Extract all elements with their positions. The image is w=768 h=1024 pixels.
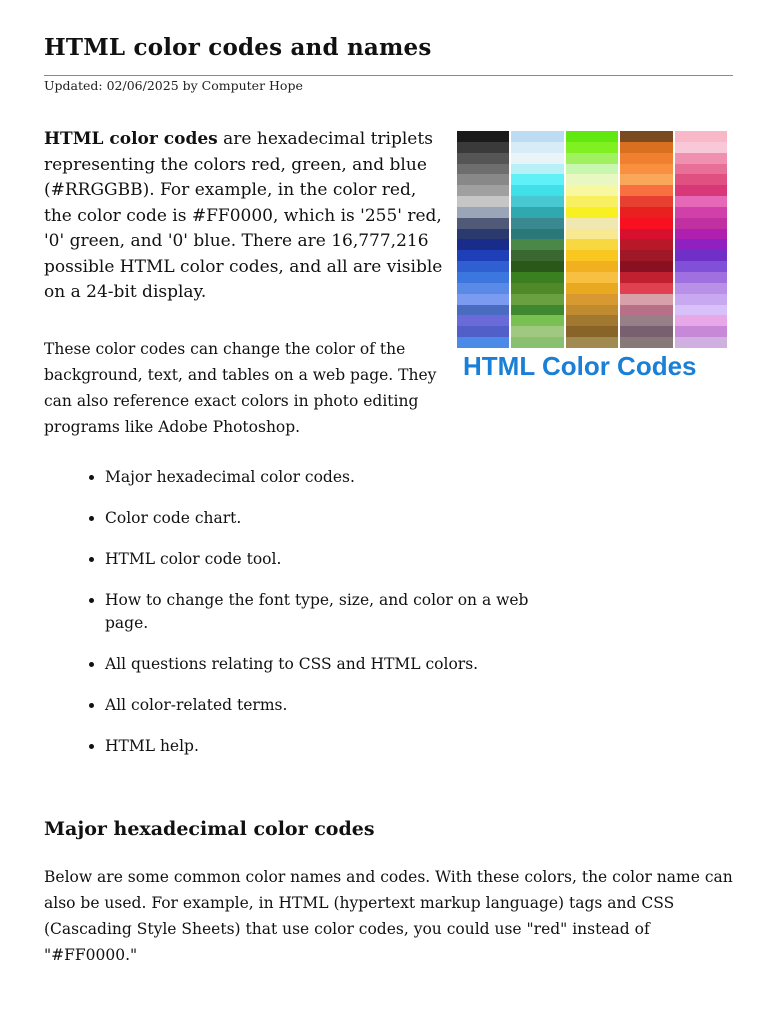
related-link[interactable]: • All color-related terms. bbox=[105, 694, 545, 717]
color-swatch bbox=[511, 305, 563, 316]
color-swatch bbox=[511, 153, 563, 164]
swatch-column bbox=[620, 131, 672, 348]
color-swatch bbox=[566, 272, 618, 283]
color-swatch bbox=[620, 229, 672, 240]
color-swatch bbox=[511, 196, 563, 207]
color-swatch bbox=[566, 229, 618, 240]
color-swatch bbox=[620, 142, 672, 153]
color-swatch bbox=[511, 174, 563, 185]
color-swatch bbox=[675, 185, 727, 196]
color-swatch bbox=[566, 294, 618, 305]
color-swatch bbox=[675, 261, 727, 272]
color-swatch bbox=[675, 142, 727, 153]
color-swatch bbox=[566, 185, 618, 196]
color-swatch bbox=[620, 272, 672, 283]
color-swatch bbox=[457, 229, 509, 240]
color-swatch bbox=[675, 294, 727, 305]
color-swatch bbox=[566, 207, 618, 218]
color-swatch bbox=[675, 283, 727, 294]
color-swatch bbox=[620, 131, 672, 142]
swatch-column bbox=[457, 131, 509, 348]
intro-text: are hexadecimal triplets representing the colors red, green, and blue (#RRGGBB). For example, in the color red, the color code is #FF0000, which is '255' red, '0' green, and '0' blue. There are 16,777,216 possible HTML color codes, and all are visible on a 24-bit display. bbox=[44, 129, 443, 302]
color-swatch bbox=[457, 218, 509, 229]
color-swatch bbox=[620, 218, 672, 229]
color-swatch bbox=[511, 272, 563, 283]
color-swatch bbox=[675, 315, 727, 326]
related-link[interactable]: • Color code chart. bbox=[105, 507, 545, 530]
color-swatch bbox=[620, 164, 672, 175]
page-title: HTML color codes and names bbox=[44, 34, 432, 61]
related-link[interactable]: • How to change the font type, size, and color on a web page. bbox=[105, 589, 545, 635]
color-swatch bbox=[511, 207, 563, 218]
color-swatch bbox=[675, 218, 727, 229]
color-swatch bbox=[511, 229, 563, 240]
color-swatch bbox=[457, 250, 509, 261]
color-swatch bbox=[457, 305, 509, 316]
color-swatch bbox=[457, 337, 509, 348]
color-swatch bbox=[511, 283, 563, 294]
swatch-column bbox=[675, 131, 727, 348]
related-link[interactable]: • HTML help. bbox=[105, 735, 545, 758]
color-swatch bbox=[620, 315, 672, 326]
color-swatch bbox=[457, 315, 509, 326]
color-swatch bbox=[675, 239, 727, 250]
color-swatch bbox=[566, 250, 618, 261]
color-swatch bbox=[457, 207, 509, 218]
usage-paragraph: These color codes can change the color of the background, text, and tables on a web page. They can also reference exact colors in photo editing programs like Adobe Photoshop. bbox=[44, 340, 437, 436]
intro-paragraph bbox=[44, 127, 444, 306]
color-swatch bbox=[566, 174, 618, 185]
color-swatch bbox=[566, 283, 618, 294]
color-swatch bbox=[620, 174, 672, 185]
color-swatch bbox=[566, 261, 618, 272]
color-swatch bbox=[457, 261, 509, 272]
color-swatch bbox=[566, 142, 618, 153]
color-swatch bbox=[566, 153, 618, 164]
color-swatch bbox=[457, 294, 509, 305]
color-swatch bbox=[511, 294, 563, 305]
color-swatch bbox=[675, 174, 727, 185]
color-swatch bbox=[566, 218, 618, 229]
color-swatch bbox=[620, 185, 672, 196]
swatch-column bbox=[511, 131, 563, 348]
intro-term: HTML color codes bbox=[44, 129, 218, 149]
swatch-column bbox=[566, 131, 618, 348]
related-links-list bbox=[44, 466, 545, 776]
color-swatch bbox=[457, 153, 509, 164]
section-paragraph: Below are some common color names and codes. With these colors, the color name can also be used. For example, in HTML (hypertext markup language) tags and CSS (Cascading Style Sheets) that use color codes, you could use "red" instead of "#FF0000." bbox=[44, 868, 733, 964]
color-swatch bbox=[566, 326, 618, 337]
color-swatch bbox=[457, 164, 509, 175]
color-swatch bbox=[566, 196, 618, 207]
color-swatch bbox=[566, 305, 618, 316]
color-swatch bbox=[457, 142, 509, 153]
color-swatch bbox=[457, 239, 509, 250]
color-swatch bbox=[675, 153, 727, 164]
color-swatch bbox=[620, 294, 672, 305]
color-swatch bbox=[675, 207, 727, 218]
color-swatch bbox=[511, 261, 563, 272]
color-swatch bbox=[511, 326, 563, 337]
color-swatch bbox=[566, 315, 618, 326]
color-swatch bbox=[511, 131, 563, 142]
color-swatch bbox=[620, 305, 672, 316]
color-swatch bbox=[566, 164, 618, 175]
section-heading: Major hexadecimal color codes bbox=[44, 818, 375, 840]
color-swatch bbox=[620, 207, 672, 218]
color-swatch bbox=[620, 283, 672, 294]
color-swatch bbox=[457, 272, 509, 283]
related-link[interactable]: • Major hexadecimal color codes. bbox=[105, 466, 545, 489]
color-swatch bbox=[675, 337, 727, 348]
color-swatch bbox=[566, 131, 618, 142]
color-swatch bbox=[620, 196, 672, 207]
color-swatch bbox=[457, 174, 509, 185]
color-swatch bbox=[675, 305, 727, 316]
color-swatch bbox=[511, 315, 563, 326]
color-swatch bbox=[675, 272, 727, 283]
color-swatch bbox=[675, 250, 727, 261]
color-swatch bbox=[511, 142, 563, 153]
color-swatch bbox=[675, 164, 727, 175]
related-link[interactable]: • All questions relating to CSS and HTML colors. bbox=[105, 653, 545, 676]
color-swatch bbox=[566, 337, 618, 348]
color-codes-image bbox=[457, 131, 727, 391]
image-caption: HTML Color Codes bbox=[463, 351, 697, 381]
color-swatch bbox=[511, 218, 563, 229]
color-swatch bbox=[620, 261, 672, 272]
color-swatch-grid bbox=[457, 131, 727, 348]
color-swatch bbox=[457, 196, 509, 207]
color-swatch bbox=[511, 337, 563, 348]
color-swatch bbox=[620, 239, 672, 250]
color-swatch bbox=[620, 250, 672, 261]
related-link[interactable]: • HTML color code tool. bbox=[105, 548, 545, 571]
color-swatch bbox=[457, 185, 509, 196]
title-divider bbox=[44, 75, 733, 76]
color-swatch bbox=[620, 326, 672, 337]
updated-byline: Updated: 02/06/2025 by Computer Hope bbox=[44, 78, 303, 93]
color-swatch bbox=[511, 185, 563, 196]
color-swatch bbox=[511, 164, 563, 175]
color-swatch bbox=[675, 196, 727, 207]
color-swatch bbox=[511, 250, 563, 261]
color-swatch bbox=[620, 153, 672, 164]
color-swatch bbox=[675, 131, 727, 142]
color-swatch bbox=[457, 131, 509, 142]
color-swatch bbox=[566, 239, 618, 250]
color-swatch bbox=[620, 337, 672, 348]
color-swatch bbox=[457, 283, 509, 294]
color-swatch bbox=[675, 326, 727, 337]
color-swatch bbox=[675, 229, 727, 240]
color-swatch bbox=[511, 239, 563, 250]
color-swatch bbox=[457, 326, 509, 337]
